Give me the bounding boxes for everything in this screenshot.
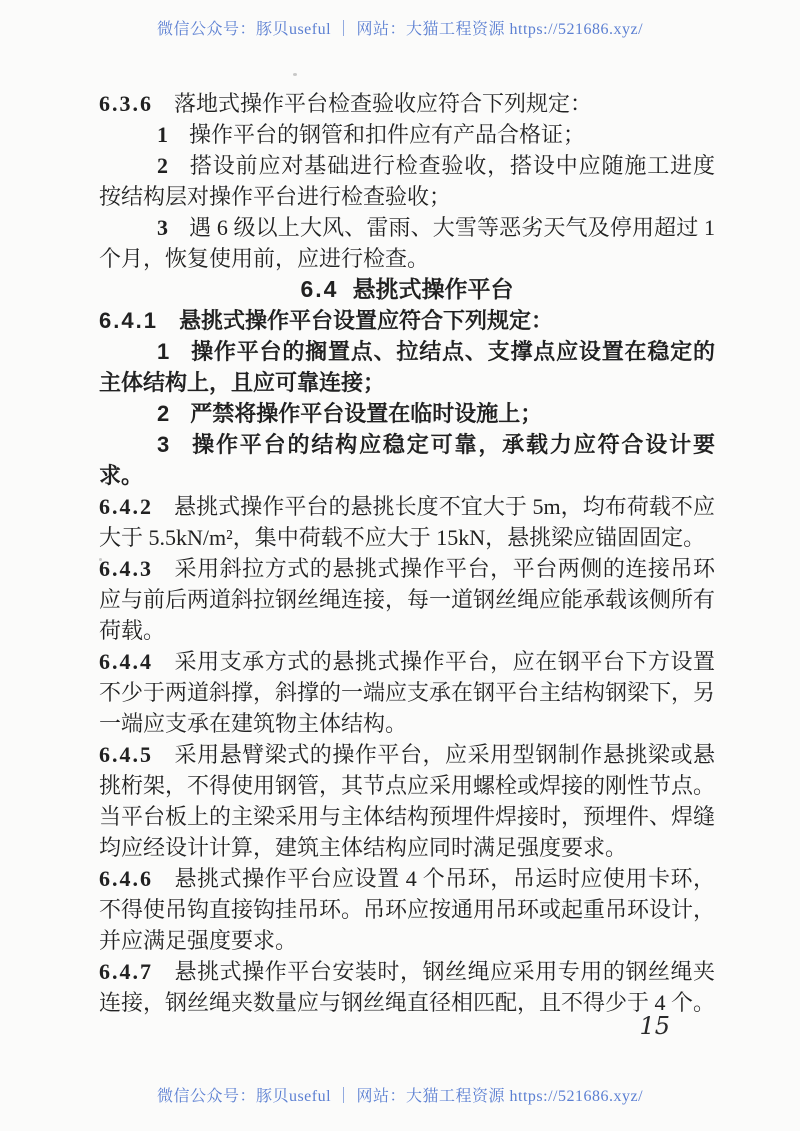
clause-6-3-6-item-3 [99, 212, 715, 274]
clause-6-4-1-item-2 [99, 398, 715, 429]
clause-6-3-6-item-1 [99, 119, 715, 150]
item-number: 3 [157, 215, 168, 240]
item-text: 操作平台的结构应稳定可靠，承载力应符合设计要求。 [99, 432, 715, 488]
clause-text: 采用悬臂梁式的操作平台，应采用型钢制作悬挑梁或悬挑桁架，不得使用钢管，其节点应采用螺栓或焊接的刚性节点。当平台板上的主梁采用与主体结构预埋件焊接时，预埋件、焊缝均应经设计计算，建筑主体结构应同时满足强度要求。 [99, 742, 716, 860]
section-title: 悬挑式操作平台 [352, 276, 514, 302]
header-watermark: 微信公众号：豚贝useful ｜ 网站：大猫工程资源 https://521686.xyz/ [156, 21, 644, 38]
item-number: 2 [157, 401, 170, 426]
clause-number: 6.3.6 [99, 91, 153, 116]
clause-6-4-1 [99, 305, 715, 336]
clause-number: 6.4.7 [99, 959, 153, 984]
clause-text: 悬挑式操作平台的悬挑长度不宜大于 5m，均布荷载不应大于 5.5kN/m²，集中荷载不应大于 15kN，悬挑梁应锚固固定。 [99, 494, 715, 550]
item-number: 1 [157, 339, 170, 364]
clause-6-4-6 [99, 863, 715, 956]
item-number: 2 [157, 153, 168, 178]
clause-6-4-1-item-3 [99, 429, 715, 491]
clause-6-4-5 [99, 739, 715, 863]
item-text: 操作平台的钢管和扣件应有产品合格证； [189, 122, 586, 147]
item-text: 遇 6 级以上大风、雷雨、大雪等恶劣天气及停用超过 1 个月，恢复使用前，应进行检查。 [99, 215, 715, 271]
clause-number: 6.4.6 [99, 866, 153, 891]
clause-6-4-4 [99, 646, 715, 739]
clause-6-4-3 [99, 553, 715, 646]
item-number: 3 [157, 432, 170, 457]
clause-number: 6.4.2 [99, 494, 153, 519]
scan-speck [99, 558, 102, 561]
clause-text: 落地式操作平台检查验收应符合下列规定： [174, 91, 593, 116]
item-text: 操作平台的搁置点、拉结点、支撑点应设置在稳定的主体结构上，且应可靠连接； [99, 339, 715, 395]
clause-text: 采用斜拉方式的悬挑式操作平台，平台两侧的连接吊环应与前后两道斜拉钢丝绳连接，每一道钢丝绳应能承载该侧所有荷载。 [99, 556, 716, 643]
section-heading-6-4 [99, 274, 715, 305]
clause-text: 悬挑式操作平台安装时，钢丝绳应采用专用的钢丝绳夹连接，钢丝绳夹数量应与钢丝绳直径相匹配，且不得少于 4 个。 [99, 959, 716, 1015]
clause-6-4-1-item-1 [99, 336, 715, 398]
clause-text: 悬挑式操作平台应设置 4 个吊环，吊运时应使用卡环，不得使吊钩直接钩挂吊环。吊环应按通用吊环或起重吊环设计，并应满足强度要求。 [99, 866, 716, 953]
scan-speck [293, 73, 297, 76]
clause-6-4-7 [99, 956, 715, 1018]
clause-text: 采用支承方式的悬挑式操作平台，应在钢平台下方设置不少于两道斜撑，斜撑的一端应支承在钢平台主结构钢梁下，另一端应支承在建筑物主体结构。 [99, 649, 716, 736]
page-number: 15 [639, 1012, 670, 1040]
clause-number: 6.4.4 [99, 649, 153, 674]
clause-6-4-2 [99, 491, 715, 553]
section-number: 6.4 [300, 276, 339, 302]
footer-watermark: 微信公众号：豚贝useful ｜ 网站：大猫工程资源 https://521686.xyz/ [156, 1088, 644, 1105]
clause-number: 6.4.1 [99, 308, 158, 333]
document-body [99, 88, 715, 1018]
clause-text: 悬挑式操作平台设置应符合下列规定： [178, 308, 553, 333]
item-number: 1 [157, 122, 168, 147]
item-text: 严禁将操作平台设置在临时设施上； [190, 401, 543, 426]
item-text: 搭设前应对基础进行检查验收，搭设中应随施工进度按结构层对操作平台进行检查验收； [99, 153, 715, 209]
clause-6-3-6-item-2 [99, 150, 715, 212]
clause-6-3-6 [99, 88, 715, 119]
clause-number: 6.4.3 [99, 556, 153, 581]
clause-number: 6.4.5 [99, 742, 153, 767]
